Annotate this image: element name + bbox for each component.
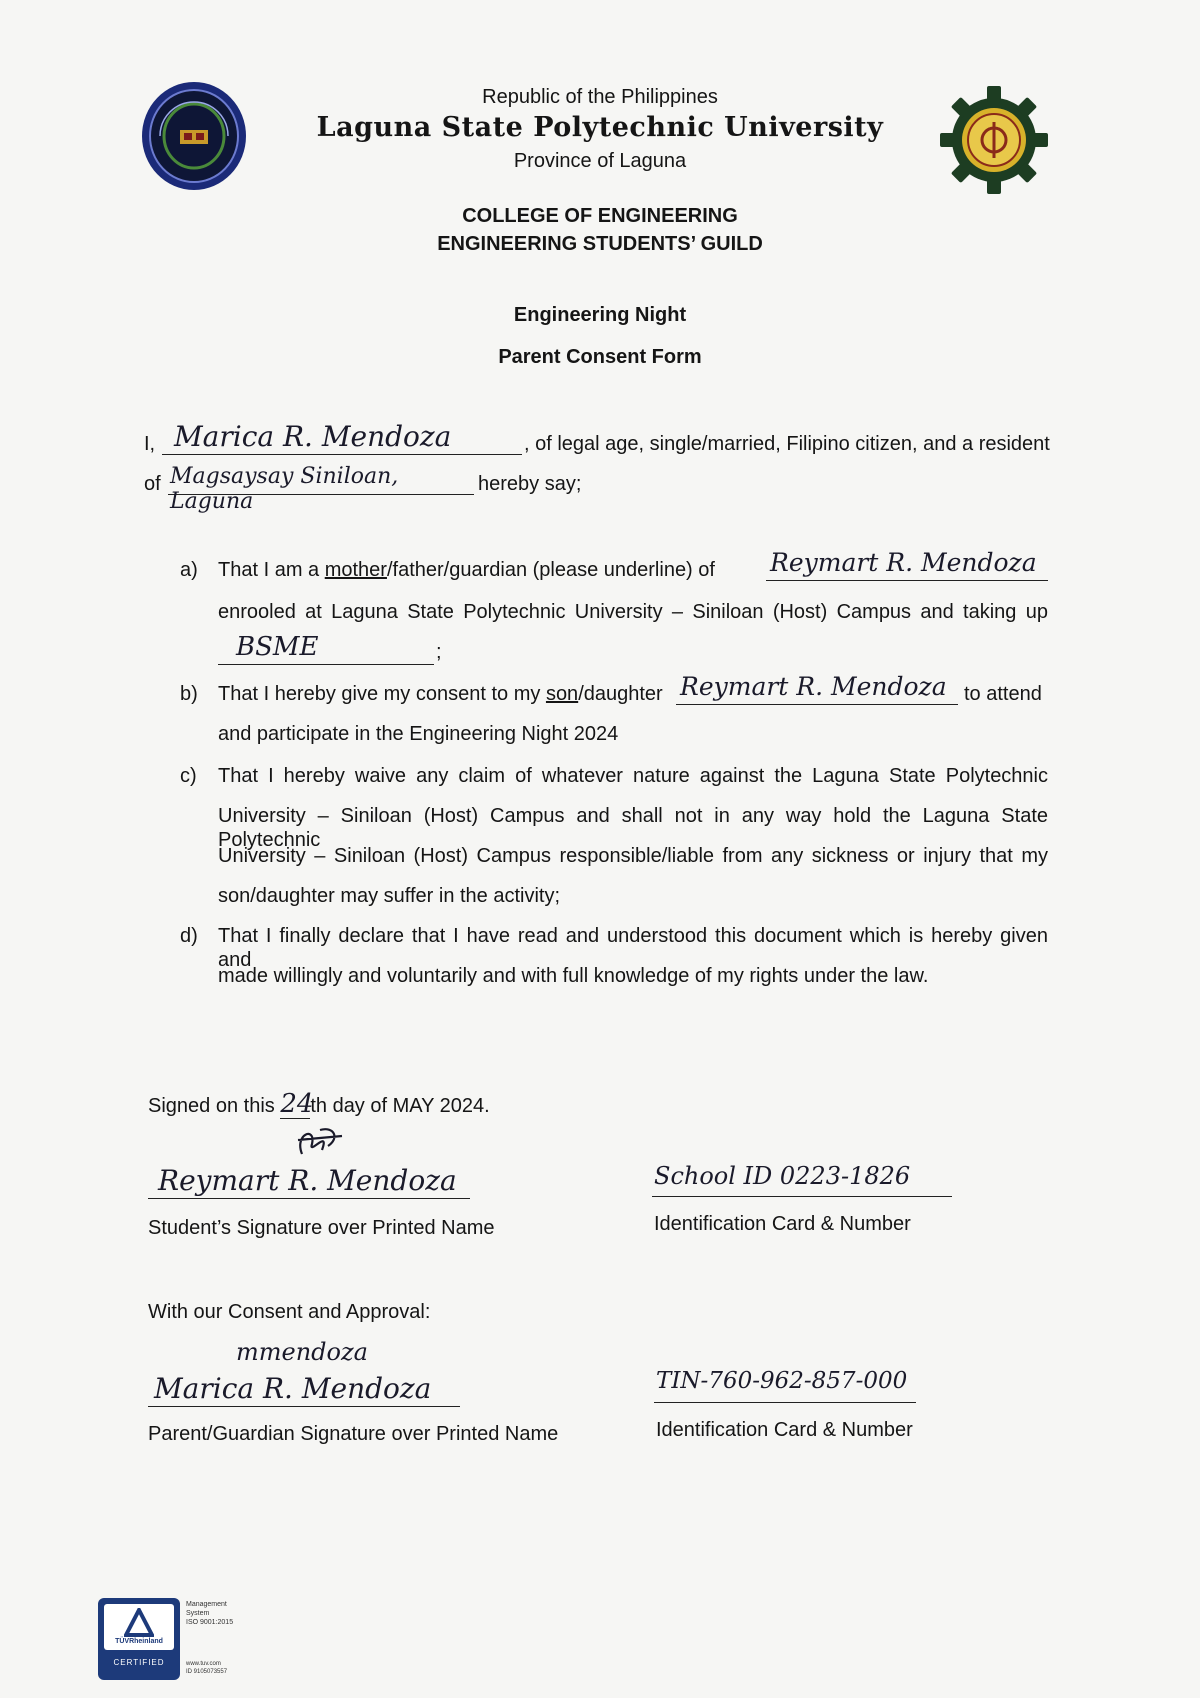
item-a-mother-underlined: mother (324, 559, 387, 581)
intro-mid: , of legal age, single/married, Filipino citizen, and a resident (524, 433, 1050, 455)
badge-system-line3: ISO 9001:2015 (186, 1619, 234, 1626)
course-handwritten: BSME (236, 632, 319, 662)
item-c-line3: University – Siniloan (Host) Campus responsible/liable from any sickness or injury that my (218, 845, 1048, 867)
parent-name-signature: Marica R. Mendoza (154, 1372, 432, 1405)
item-b-line2: and participate in the Engineering Night 2024 (218, 723, 619, 745)
college-name: COLLEGE OF ENGINEERING (462, 205, 738, 227)
item-a-line2: enrooled at Laguna State Polytechnic University – Siniloan (Host) Campus and taking up (218, 601, 1048, 623)
student-signature-label: Student’s Signature over Printed Name (148, 1217, 495, 1239)
student-signature-field (148, 1164, 470, 1199)
signed-prefix: Signed on this (148, 1095, 275, 1117)
parent-id-label: Identification Card & Number (656, 1419, 913, 1441)
badge-url-line1: www.tuv.com (186, 1661, 221, 1667)
item-b-text2: /daughter (578, 683, 663, 705)
parent-signature-label: Parent/Guardian Signature over Printed Name (148, 1423, 559, 1445)
consent-approval-label: With our Consent and Approval: (148, 1301, 431, 1323)
item-a-text1: That I am a (218, 559, 320, 581)
signed-suffix: th day of MAY 2024. (310, 1095, 490, 1117)
student-name-field-b (676, 672, 958, 705)
signed-date-line (148, 1089, 490, 1119)
badge-logo-area (104, 1604, 174, 1650)
parent-id-field (654, 1366, 916, 1403)
student-name-field-a (766, 548, 1048, 581)
item-b-marker: b) (180, 683, 198, 705)
event-title: Engineering Night (513, 304, 687, 326)
badge-system-text (186, 1600, 233, 1627)
university-name: Laguna State Polytechnic University (316, 112, 884, 143)
item-a-text2: /father/guardian (please underline) of (386, 559, 715, 581)
tuv-triangle-icon (124, 1608, 154, 1638)
republic-line: Republic of the Philippines (482, 86, 718, 108)
province-line: Province of Laguna (513, 150, 687, 172)
item-b-text1: That I hereby give my consent to my (218, 683, 541, 705)
item-c-line1: That I hereby waive any claim of whatever nature against the Laguna State Polytechnic (218, 765, 1048, 787)
intro-end: hereby say; (478, 473, 582, 495)
intro-prefix: I, (144, 433, 156, 455)
item-b-text3: to attend (964, 683, 1042, 705)
item-a-marker: a) (180, 559, 198, 581)
course-field (218, 632, 434, 665)
signature-scribble-icon (290, 1124, 350, 1168)
badge-system-line2: System (186, 1610, 210, 1617)
form-title: Parent Consent Form (498, 346, 702, 368)
parent-name-handwritten: Marica R. Mendoza (174, 420, 452, 453)
student-name-signature: Reymart R. Mendoza (158, 1164, 457, 1197)
item-c-line2: University – Siniloan (Host) Campus and shall not in any way hold the Laguna State Polytechnic (218, 805, 1048, 851)
student-name-handwritten-a: Reymart R. Mendoza (770, 548, 1037, 577)
badge-certified: CERTIFIED (113, 1658, 165, 1667)
item-a-line1 (218, 558, 715, 582)
item-d-line2: made willingly and voluntarily and with full knowledge of my rights under the law. (218, 965, 929, 987)
item-a-semicolon: ; (436, 641, 442, 663)
item-c-line4: son/daughter may suffer in the activity; (218, 885, 561, 907)
signed-day-handwritten: 24 (280, 1089, 314, 1119)
item-d-line1: That I finally declare that I have read and understood this document which is hereby given and (218, 925, 1048, 971)
parent-id-handwritten: TIN-760-962-857-000 (656, 1368, 908, 1394)
parent-signature: mmendoza (236, 1338, 368, 1366)
badge-url-line2: ID 9105073557 (186, 1669, 228, 1675)
badge-brand: TÜVRheinland (115, 1638, 163, 1645)
student-id-handwritten: School ID 0223-1826 (654, 1162, 911, 1190)
item-b-line1 (218, 682, 663, 706)
certification-badge (98, 1598, 180, 1680)
badge-system-line1: Management (186, 1601, 227, 1608)
item-b-son-underlined: son (545, 683, 579, 705)
badge-url-text (186, 1660, 227, 1676)
address-field (168, 462, 474, 514)
item-d-marker: d) (180, 925, 198, 947)
guild-name: ENGINEERING STUDENTS’ GUILD (437, 233, 763, 255)
address-handwritten: Magsaysay Siniloan, Laguna (170, 464, 399, 514)
parent-name-field (162, 422, 522, 455)
student-name-handwritten-b: Reymart R. Mendoza (680, 672, 947, 701)
intro-of: of (144, 473, 161, 495)
student-signature-mark (290, 1124, 350, 1168)
student-id-field (652, 1160, 952, 1197)
item-c-marker: c) (180, 765, 197, 787)
parent-signature-field (148, 1372, 460, 1407)
student-id-label: Identification Card & Number (654, 1213, 911, 1235)
